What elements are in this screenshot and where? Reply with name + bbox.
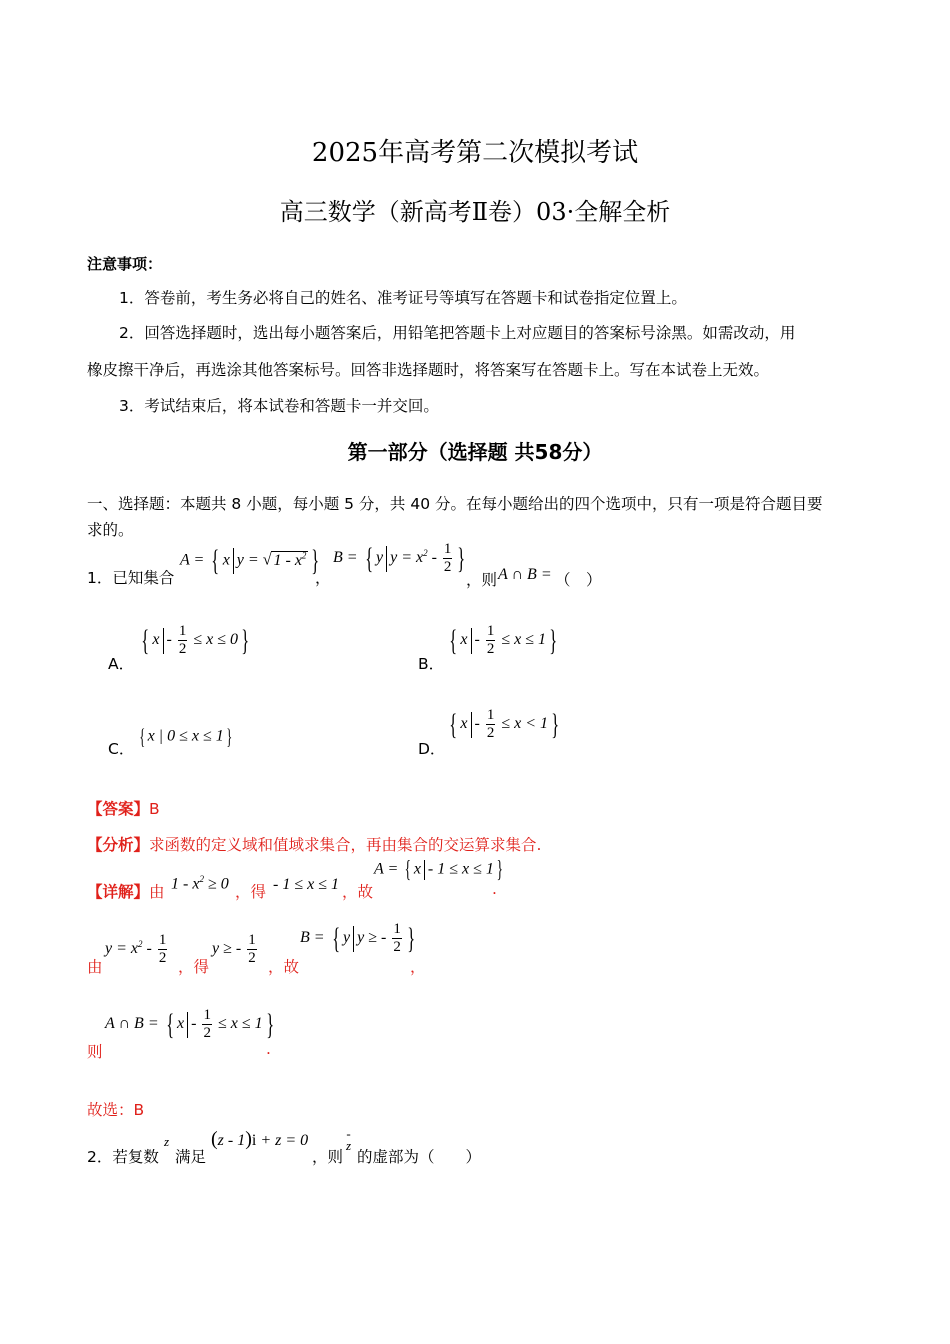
section-title: 第一部分（选择题 共58分）	[347, 440, 603, 464]
conclusion: 故选：B	[87, 1101, 145, 1119]
detail-comma-2: ，	[410, 958, 426, 976]
q1-option-d-label[interactable]: D．	[418, 740, 446, 758]
detail-label: 【详解】	[87, 883, 150, 901]
analysis-line	[87, 833, 541, 855]
q1-comma: ，	[315, 569, 331, 587]
q2-satisfy: 满足	[175, 1148, 207, 1166]
analysis-label: 【分析】	[87, 836, 150, 854]
q1-then: ，则	[466, 571, 498, 589]
analysis-text: 求函数的定义域和值域求集合，再由集合的交运算求集合.	[149, 836, 542, 854]
q1-intersection: A ∩ B =	[498, 566, 552, 583]
notice-item-3: 3．考试结束后，将本试卷和答题卡一并交回。	[119, 397, 439, 415]
page-title: 2025年高考第二次模拟考试	[311, 138, 639, 168]
part1-intro-line-2: 求的。	[87, 521, 134, 539]
detail-func-y: $y = x^2$ - $\frac{1}{2}$	[105, 932, 167, 966]
q1-prefix: 1．已知集合	[87, 569, 175, 587]
detail-ineq-1: $1 - x^2 \ge 0$	[171, 874, 229, 893]
q1-set-b-formula: B = { y $y = x^2$ - $\frac{1}{2}$ }	[333, 541, 466, 575]
detail-de-1: ，得	[235, 883, 267, 901]
q1-option-b-label[interactable]: B．	[418, 655, 445, 673]
detail-set-a: A = { x - 1 ≤ x ≤ 1 }	[374, 857, 503, 883]
page-subtitle: 高三数学（新高考Ⅱ卷）03·全解全析	[279, 198, 671, 226]
detail-set-b: B = { y y ≥ - $\frac{1}{2}$ }	[300, 921, 415, 955]
q2-equation: (z - 1)i + z = 0	[211, 1128, 309, 1150]
notice-item-1: 1．答卷前，考生务必将自己的姓名、准考证号等填写在答题卡和试卷指定位置上。	[119, 289, 687, 307]
q1-paren: （ ）	[555, 571, 602, 589]
detail-period-1: .	[492, 880, 497, 898]
detail-de-2: ，得	[178, 958, 210, 976]
q1-option-a-formula[interactable]: { x - $\frac{1}{2}$ ≤ x ≤ 0 }	[141, 623, 250, 657]
q1-set-a-formula: A = { x y = √ $1 - x^2$ }	[180, 544, 320, 577]
detail-gu-2: ，故	[268, 958, 300, 976]
part1-intro-line-1: 一、选择题：本题共 8 小题，每小题 5 分，共 40 分。在每小题给出的四个选项中，只有一项是符合题目要	[87, 495, 823, 513]
q2-suffix: 的虚部为（ ）	[357, 1148, 482, 1166]
notice-heading: 注意事项：	[87, 255, 163, 273]
notice-item-2-line-2: 橡皮擦干净后，再选涂其他答案标号。回答非选择题时，将答案写在答题卡上。写在本试卷上无效。	[87, 361, 770, 379]
q1-option-c-formula[interactable]: { x | 0 ≤ x ≤ 1 }	[139, 724, 232, 749]
detail-ze: 则	[87, 1043, 103, 1061]
detail-intersection-result: A ∩ B = { x - $\frac{1}{2}$ ≤ x ≤ 1 }	[105, 1007, 274, 1041]
q1-option-c-label[interactable]: C．	[108, 740, 135, 758]
q1-option-b-formula[interactable]: { x - $\frac{1}{2}$ ≤ x ≤ 1 }	[449, 623, 558, 657]
q2-var-z: z	[164, 1134, 170, 1149]
detail-you-2: 由	[87, 958, 103, 976]
detail-gu-1: ，故	[342, 883, 374, 901]
answer-label: 【答案】	[87, 800, 150, 818]
answer-line	[87, 797, 160, 819]
detail-period-3: .	[266, 1040, 271, 1058]
detail-line-1	[87, 880, 165, 902]
q2-conjugate-z: - z	[346, 1126, 352, 1153]
detail-you: 由	[149, 883, 165, 901]
detail-ineq-2: - 1 ≤ x ≤ 1	[273, 876, 339, 893]
detail-range-y: y ≥ - $\frac{1}{2}$	[212, 932, 256, 966]
q1-option-d-formula[interactable]: { x - $\frac{1}{2}$ ≤ x < 1 }	[449, 707, 560, 741]
notice-item-2-line-1: 2．回答选择题时，选出每小题答案后，用铅笔把答题卡上对应题目的答案标号涂黑。如需改动，用	[119, 324, 796, 342]
q2-then: ，则	[312, 1148, 344, 1166]
q2-prefix: 2．若复数	[87, 1148, 159, 1166]
answer-value: B	[149, 800, 160, 818]
q1-option-a-label[interactable]: A．	[108, 655, 135, 673]
